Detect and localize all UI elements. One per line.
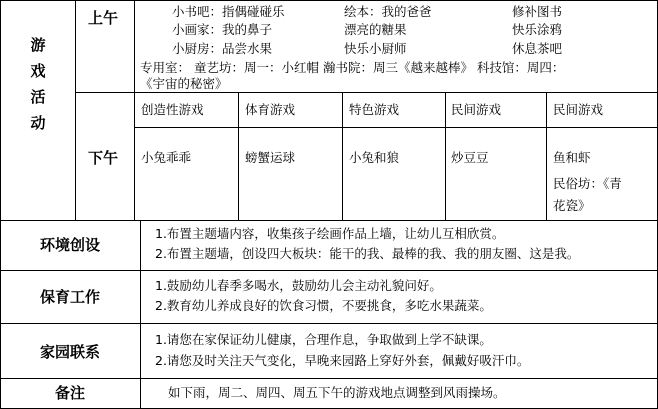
area-cell: 小书吧：指偶碰碰乐 <box>172 4 285 19</box>
column-content: 小兔和狼 <box>349 150 400 165</box>
column-header: 民间游戏 <box>451 102 502 117</box>
column-extra: 民俗坊：《青 <box>553 176 622 191</box>
home-item: 1.请您在家保证幼儿健康，合理作息，争取做到上学不缺课。 <box>155 332 492 347</box>
column-header: 体育游戏 <box>245 102 296 117</box>
area-cell: 绘本：我的爸爸 <box>344 4 432 19</box>
column-content: 鱼和虾 <box>553 150 591 165</box>
area-cell: 修补图书 <box>512 4 563 19</box>
environment-item: 2.布置主题墙，创设四大板块：能干的我、最棒的我、我的朋友圈、这是我。 <box>155 246 580 261</box>
column-extra: 花瓷》 <box>553 198 591 213</box>
remarks-label: 备注 <box>54 384 85 402</box>
column-content: 炒豆豆 <box>451 150 489 165</box>
column-content: 螃蟹运球 <box>245 150 296 165</box>
label-char: 动 <box>30 114 46 132</box>
care-item: 2.教育幼儿养成良好的饮食习惯，不要挑食，多吃水果蔬菜。 <box>155 298 492 313</box>
area-cell: 快乐涂鸦 <box>512 22 563 37</box>
remarks-text: 如下雨，周二、周四、周五下午的游戏地点调整到风雨操场。 <box>168 385 506 400</box>
environment-label: 环境创设 <box>39 236 100 254</box>
special-room-line: 专用室： 童艺坊：周一：小红帽 瀚书院：周三《越来越棒》 科技馆：周四： <box>140 60 565 75</box>
area-cell: 漂亮的糖果 <box>344 22 407 37</box>
morning-label: 上午 <box>88 9 119 27</box>
environment-item: 1.布置主题墙内容，收集孩子绘画作品上墙，让幼儿互相欣赏。 <box>155 226 505 241</box>
label-char: 游 <box>30 36 46 54</box>
column-header: 民间游戏 <box>553 102 604 117</box>
home-item: 2.请您及时关注天气变化，早晚来园路上穿好外套，佩戴好吸汗巾。 <box>155 353 530 368</box>
column-header: 创造性游戏 <box>141 102 204 117</box>
afternoon-label: 下午 <box>88 149 119 167</box>
care-item: 1.鼓励幼儿春季多喝水，鼓励幼儿会主动礼貌问好。 <box>155 278 442 293</box>
area-cell: 快乐小厨师 <box>344 41 407 56</box>
area-cell: 休息茶吧 <box>512 41 563 56</box>
home-label: 家园联系 <box>39 343 100 361</box>
special-room-line: 《宇宙的秘密》 <box>140 76 228 91</box>
care-label: 保育工作 <box>39 288 100 306</box>
column-content: 小兔乖乖 <box>141 150 192 165</box>
label-char: 活 <box>30 88 46 106</box>
label-char: 戏 <box>30 62 46 80</box>
area-cell: 小画家：我的鼻子 <box>172 22 273 37</box>
area-cell: 小厨房：品尝水果 <box>172 41 273 56</box>
column-header: 特色游戏 <box>349 102 400 117</box>
